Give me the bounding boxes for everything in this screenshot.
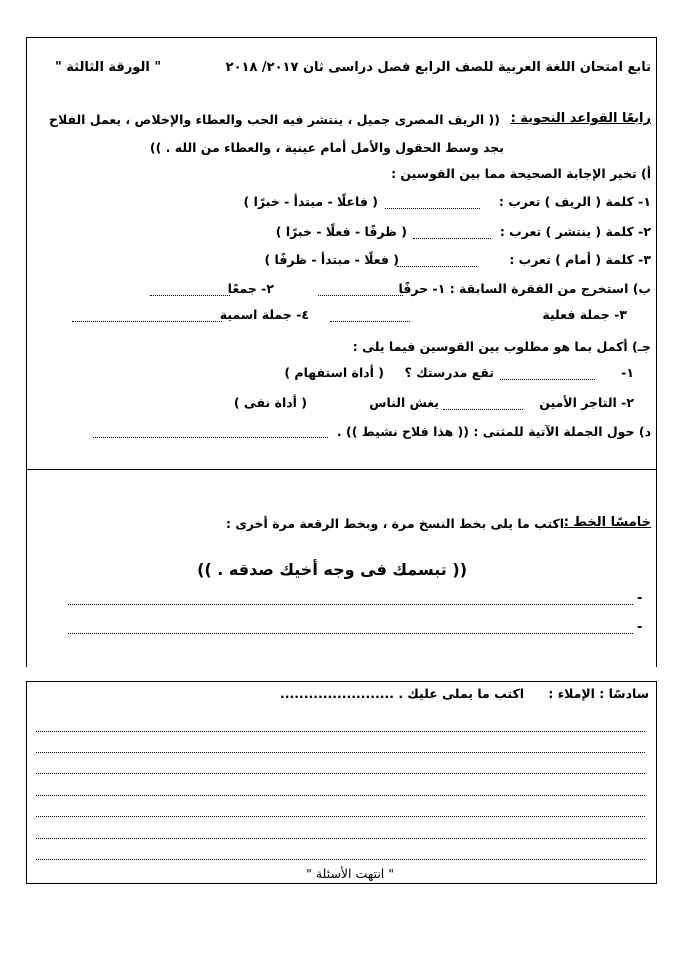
partC-q1-text: تقع مدرستك ؟ [404, 365, 494, 380]
partA-q1-options: ( فاعلًا - مبتدأ - خبرًا ) [243, 194, 378, 209]
partA-q1-answer-line[interactable] [385, 208, 480, 209]
dictation-line-6[interactable] [36, 838, 645, 839]
partC-q2-answer-line[interactable] [443, 409, 523, 410]
dictation-line-7[interactable] [36, 859, 645, 860]
partB-item1-answer-line[interactable] [318, 295, 403, 296]
partC-q2-text2: يغش الناس [369, 395, 439, 410]
section6-instruction-dots: ........................ [280, 686, 394, 701]
calligraphy-sentence: (( تبسمك فى وجه أخيك صدقه . )) [197, 560, 467, 579]
section4-heading: رابعًا القواعد النحوية : [510, 111, 651, 126]
partC-q1-answer-line[interactable] [500, 379, 595, 380]
partA-q2-word: ٢- كلمة ( ينتشر ) تعرب : [499, 224, 651, 239]
partA-q1-word: ١- كلمة ( الريف ) تعرب : [498, 194, 651, 209]
passage-text-1: (( الريف المصرى جميل ، ينتشر فيه الحب والعطاء والإخلاص ، يعمل الفلاح [48, 112, 500, 127]
partA-q3-options: ( فعلًا - مبتدأ - ظرفًا ) [264, 252, 399, 267]
partB-item3-answer-line[interactable] [330, 321, 410, 322]
section6-instruction: اكتب ما يملى عليك . [398, 686, 524, 701]
partA-q3-word: ٣- كلمة ( أمام ) تعرب : [509, 252, 651, 267]
partC-q1-hint: ( أداة استفهام ) [284, 365, 384, 380]
partB-item3: ٣- جملة فعلية [542, 307, 627, 322]
writing-line-marker-1: - [637, 591, 643, 606]
section6-heading: سادسًا : الإملاء : [548, 686, 649, 701]
dictation-line-4[interactable] [36, 795, 645, 796]
partC-q2-hint: ( أداة نفى ) [233, 395, 307, 410]
partD-instruction: د) حول الجملة الآتية للمثنى : (( هذا فلاح نشيط )) . [336, 424, 651, 439]
partB-item4: ٤- جملة اسمية [219, 307, 309, 322]
partA-q2-options: ( ظرفًا - فعلًا - خبرًا ) [275, 224, 407, 239]
partC-q1-num: ١- [621, 365, 634, 380]
dictation-line-2[interactable] [36, 752, 645, 753]
section5-heading: خامسًا الخط : [563, 515, 651, 530]
partD-answer-line[interactable] [93, 437, 328, 438]
dictation-section-box [26, 681, 657, 884]
ruqaa-writing-line[interactable] [68, 633, 633, 634]
exam-title: تابع امتحان اللغة العربية للصف الرابع فصل دراسى ثان ٢٠١٧/ ٢٠١٨ [225, 60, 651, 75]
partB-item4-answer-line[interactable] [72, 321, 222, 322]
passage-line-1b [30, 112, 500, 127]
partA-q3-answer-line[interactable] [397, 266, 477, 267]
end-note: " انتهت الأسئلة " [306, 866, 394, 881]
partC-q2-text: ٢- التاجر الأمين [539, 395, 634, 410]
dictation-line-3[interactable] [36, 773, 645, 774]
naskh-writing-line[interactable] [68, 604, 633, 605]
partB-item2: ٢- جمعًا [227, 281, 274, 296]
partA-q2-answer-line[interactable] [413, 238, 491, 239]
passage-line-2: بجد وسط الحقول والأمل أمام عينية ، والعطاء من الله . )) [149, 140, 504, 155]
section5-instruction: اكتب ما يلى بخط النسخ مرة ، وبخط الرقعة مرة أخرى : [225, 516, 564, 531]
writing-line-marker-2: - [637, 620, 643, 635]
partC-instruction: جـ) أكمل بما هو مطلوب بين القوسين فيما يلى : [352, 339, 651, 354]
sheet-label: " الورقة الثالثة " [55, 60, 162, 75]
partB-instruction: ب) استخرج من الفقرة السابقة : ١- حرفًا [398, 281, 651, 296]
dictation-line-5[interactable] [36, 816, 645, 817]
partB-item2-answer-line[interactable] [150, 295, 230, 296]
partA-instruction: أ) تخير الإجابة الصحيحة مما بين القوسين : [391, 166, 651, 181]
dictation-line-1[interactable] [36, 731, 645, 732]
